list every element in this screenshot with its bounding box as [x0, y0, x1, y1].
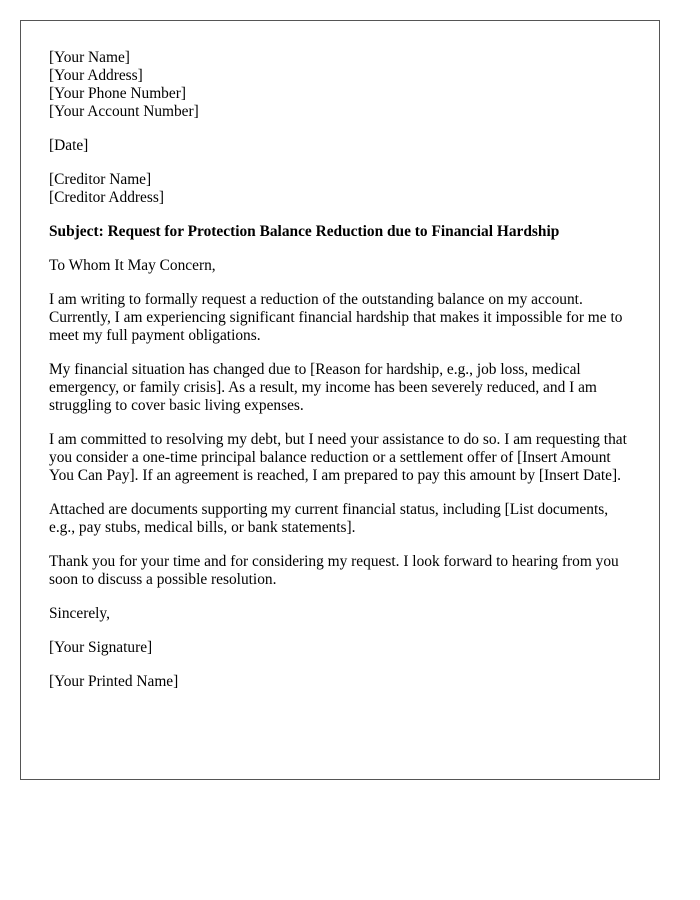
- body-paragraph-4: Attached are documents supporting my current financial status, including [List documents, e.g., pay stubs, medical bills, or bank statements].: [49, 501, 609, 536]
- subject-line: Subject: Request for Protection Balance Reduction due to Financial Hardship: [49, 223, 560, 240]
- sender-phone: [Your Phone Number]: [49, 85, 186, 102]
- recipient-name: [Creditor Name]: [49, 171, 152, 188]
- date-block: [49, 137, 631, 155]
- letter-page: [20, 20, 660, 780]
- body-paragraph-1: I am writing to formally request a reduction of the outstanding balance on my account. Currently, I am experiencing significant financial hardship that makes it impossible for me to meet my full payment obligations.: [49, 291, 623, 344]
- closing: Sincerely,: [49, 605, 110, 622]
- salutation: To Whom It May Concern,: [49, 257, 216, 274]
- sender-address: [Your Address]: [49, 67, 143, 84]
- recipient-address: [Creditor Address]: [49, 189, 164, 206]
- sender-block: [49, 49, 631, 121]
- sender-account: [Your Account Number]: [49, 103, 199, 120]
- recipient-block: [49, 171, 631, 207]
- body-paragraph-5: Thank you for your time and for considering my request. I look forward to hearing from you soon to discuss a possible resolution.: [49, 553, 619, 588]
- signature: [Your Signature]: [49, 639, 153, 656]
- printed-name: [Your Printed Name]: [49, 673, 179, 690]
- letter-date: [Date]: [49, 137, 89, 154]
- body-paragraph-3: I am committed to resolving my debt, but I need your assistance to do so. I am requesting that you consider a one-time principal balance reduction or a settlement offer of [Insert Amount You Can Pay]. If an agreement is reached, I am prepared to pay this amount by [Insert Date].: [49, 431, 627, 484]
- body-paragraph-2: My financial situation has changed due to [Reason for hardship, e.g., job loss, medical emergency, or family crisis]. As a result, my income has been severely reduced, and I am struggling to cover basic living expenses.: [49, 361, 597, 414]
- sender-name: [Your Name]: [49, 49, 130, 66]
